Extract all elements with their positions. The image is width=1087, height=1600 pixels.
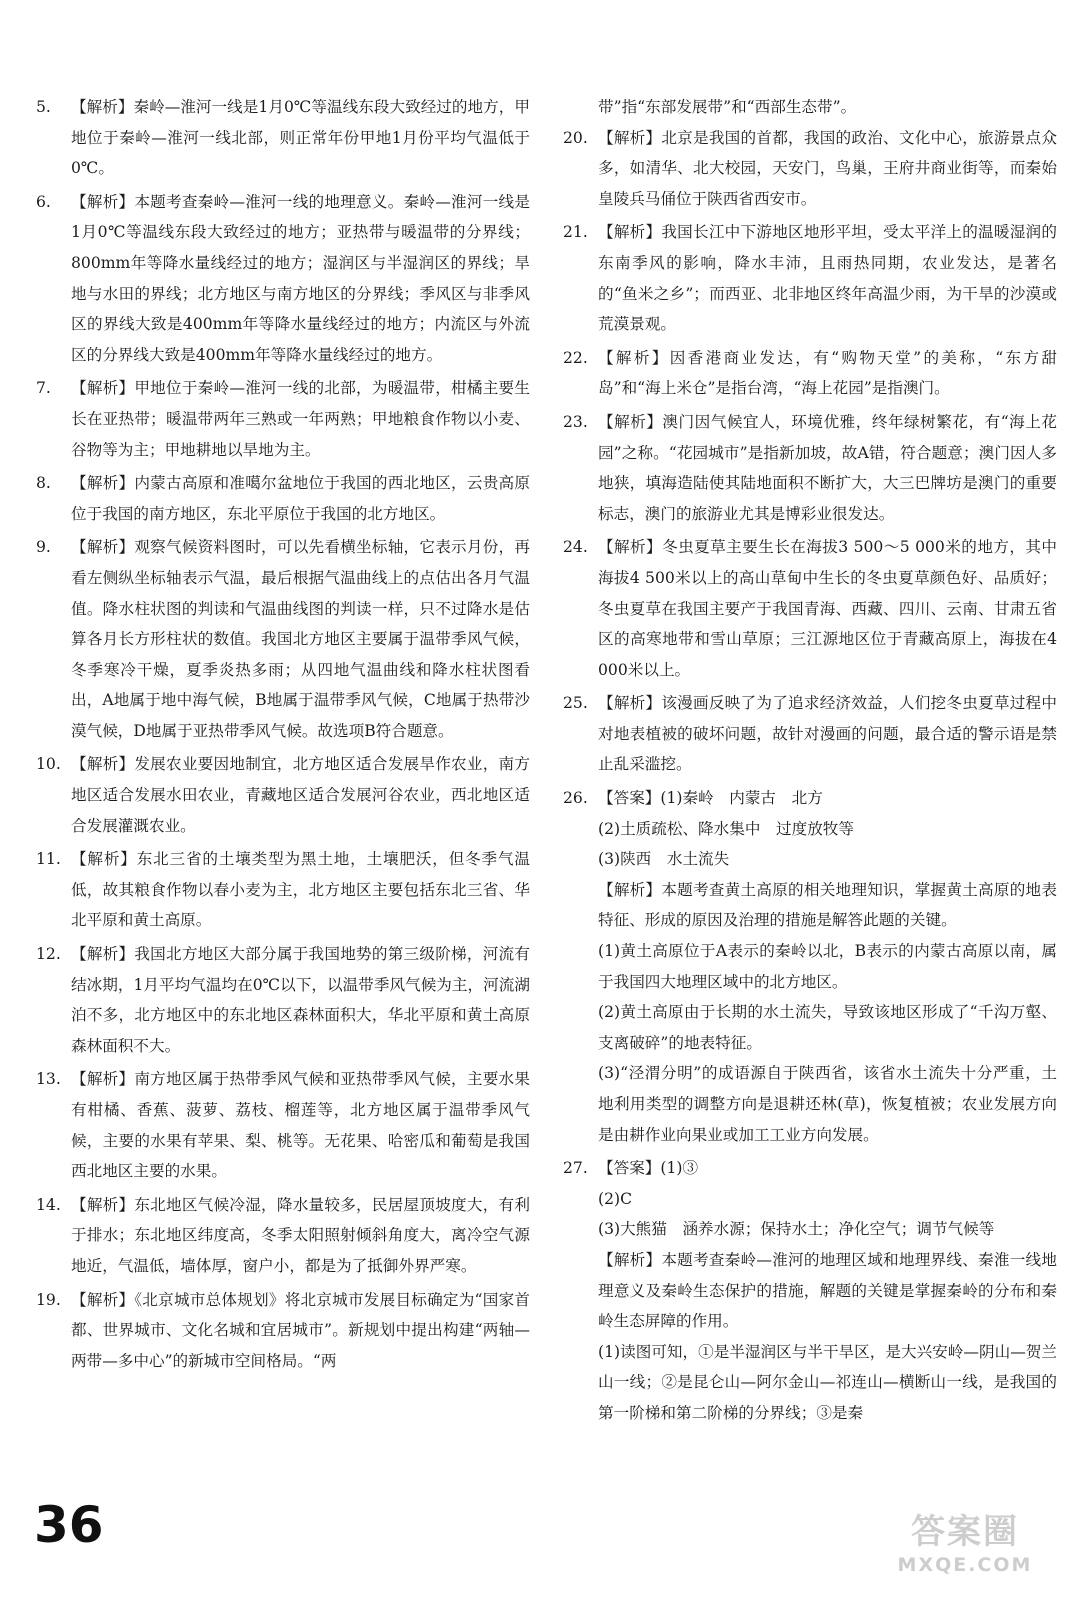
answer-line: 【答案】(1)③ [598,1159,699,1178]
item-text: 【解析】南方地区属于热带季风气候和亚热带季风气候，主要水果有柑橘、香蕉、菠萝、荔枝、榴莲等，北方地区属于温带季风气候，主要的水果有苹果、梨、桃等。无花果、哈密瓜和葡萄是我国西北地区主要的水果。 [71,1070,530,1181]
answer-item-26 [563,783,1057,814]
item-text: 【解析】观察气候资料图时，可以先看横坐标轴，它表示月份，再看左侧纵坐标轴表示气温，最后根据气温曲线上的点估出各月气温值。降水柱状图的判读和气温曲线图的判读一样，只不过降水是估算各月长方形柱状的数值。我国北方地区主要属于温带季风气候，冬季寒冷干燥，夏季炎热多雨；从四地气温曲线和降水柱状图看出，A地属于地中海气候，B地属于温带季风气候，C地属于热带沙漠气候，D地属于亚热带季风气候。故选项B符合题意。 [71,538,530,740]
answer-item-19 [36,1285,530,1377]
item-text: 【解析】秦岭—淮河一线是1月0℃等温线东段大致经过的地方，甲地位于秦岭—淮河一线北部，则正常年份甲地1月份平均气温低于0℃。 [71,98,530,178]
answer-item-27 [563,1153,1057,1184]
answer-item-11 [36,844,530,936]
item-text: 【解析】澳门因气候宜人，环境优雅，终年绿树繁花，有“海上花园”之称。“花园城市”是指新加坡，故A错，符合题意；澳门因人多地狭，填海造陆使其陆地面积不断扩大，大三巴牌坊是澳门的重要标志，澳门的旅游业尤其是博彩业很发达。 [598,412,1057,523]
item-text: 【解析】内蒙古高原和准噶尔盆地位于我国的西北地区，云贵高原位于我国的南方地区，东北平原位于我国的北方地区。 [71,474,530,523]
item-text: 【解析】因香港商业发达，有“购物天堂”的美称，“东方甜岛”和“海上米仓”是指台湾，“海上花园”是指澳门。 [598,348,1057,398]
item-text: 【解析】本题考查秦岭—淮河一线的地理意义。秦岭—淮河一线是1月0℃等温线东段大致经过的地方；亚热带与暖温带的分界线；800mm年等降水量线经过的地方；湿润区与半湿润区的界线；旱地与水田的界线；北方地区与南方地区的分界线；季风区与非季风区的界线大致是400mm年等降水量线经过的地方；内流区与外流区的分界线大致是400mm年等降水量线经过的地方。 [71,192,530,364]
answer-item-12 [36,939,530,1061]
item-text: 【解析】甲地位于秦岭—淮河一线的北部，为暖温带，柑橘主要生长在亚热带；暖温带两年三熟或一年两熟；甲地粮食作物以小麦、谷物等为主；甲地耕地以旱地为主。 [71,379,530,459]
item-text: 【解析】北京是我国的首都，我国的政治、文化中心，旅游景点众多，如清华、北大校园，天安门，鸟巢，王府井商业街等，而秦始皇陵兵马俑位于陕西省西安市。 [598,128,1057,208]
continuation-text: 带”指“东部发展带”和“西部生态带”。 [598,98,857,116]
analysis-text: 【解析】本题考查黄土高原的相关地理知识，掌握黄土高原的地表特征、形成的原因及治理的措施是解答此题的关键。 [598,880,1057,930]
watermark-top: 答案圈 [911,1512,1019,1552]
right-column [563,92,1057,1429]
analysis-text: 【解析】本题考查秦岭—淮河的地理区域和地理界线、秦淮一线地理意义及秦岭生态保护的措施，解题的关键是掌握秦岭的分布和秦岭生态屏障的作用。 [598,1250,1057,1331]
watermark-logo [870,1512,1060,1584]
item-text: 【解析】我国长江中下游地区地形平坦，受太平洋上的温暖湿润的东南季风的影响，降水丰沛，且雨热同期，农业发达，是著名的“鱼米之乡”；而西亚、北非地区终年高温少雨，为干旱的沙漠或荒漠景观。 [598,223,1057,334]
item-number: 6. [36,192,51,211]
answer-item-14 [36,1190,530,1282]
answer-item-13 [36,1064,530,1186]
item-number: 20. [563,128,588,147]
item-number: 5. [36,98,51,116]
item-number: 13. [36,1070,61,1089]
answer-item-9 [36,532,530,746]
analysis-paragraph: (2)黄土高原由于长期的水土流失，导致该地区形成了“千沟万壑、支离破碎”的地表特征。 [598,1003,1057,1052]
item-text: 【解析】东北地区气候冷湿，降水量较多，民居屋顶坡度大，有利于排水；东北地区纬度高，冬季太阳照射倾斜角度大，离冷空气源地近，气温低，墙体厚，窗户小，都是为了抵御外界严寒。 [71,1195,530,1275]
item-number: 22. [563,348,588,367]
analysis-paragraph: (1)读图可知，①是半湿润区与半干旱区，是大兴安岭—阴山—贺兰山一线；②是昆仑山—阿尔金山—祁连山—横断山一线，是我国的第一阶梯和第二阶梯的分界线；③是秦 [598,1342,1057,1422]
item-number: 9. [36,538,51,557]
answer-line: (3)陕西 水土流失 [598,850,730,869]
answer-item-10 [36,749,530,841]
answer-item-6 [36,187,530,371]
item-number: 14. [36,1195,61,1214]
item-number: 21. [563,223,588,242]
item-text: 【解析】东北三省的土壤类型为黑土地，土壤肥沃，但冬季气温低，故其粮食作物以春小麦为主，北方地区主要包括东北三省、华北平原和黄土高原。 [71,850,530,930]
item-text: 【解析】《北京城市总体规划》将北京城市发展目标确定为“国家首都、世界城市、文化名城和宜居城市”。新规划中提出构建“两轴—两带—多中心”的新城市空间格局。“两 [71,1290,530,1370]
analysis-paragraph: (1)黄土高原位于A表示的秦岭以北，B表示的内蒙古高原以南，属于我国四大地理区域中的北方地区。 [598,942,1057,991]
item-number: 23. [563,412,588,431]
answer-item-22 [563,343,1057,404]
answer-item-20 [563,123,1057,215]
item-text: 【解析】该漫画反映了为了追求经济效益，人们挖冬虫夏草过程中对地表植被的破坏问题，故针对漫画的问题，最合适的警示语是禁止乱采滥挖。 [598,694,1057,774]
answer-item-23 [563,407,1057,529]
item-text: 【解析】冬虫夏草主要生长在海拔3 500～5 000米的地方，其中海拔4 500米以上的高山草甸中生长的冬虫夏草颜色好、品质好；冬虫夏草在我国主要产于我国青海、西藏、四川、云南、甘肃五省区的高寒地带和雪山草原；三江源地区位于青藏高原上，海拔在4 000米以上。 [598,538,1057,679]
answer-item-21 [563,217,1057,339]
item-number: 8. [36,474,51,493]
item-number: 12. [36,945,61,964]
answer-line: 【答案】(1)秦岭 内蒙古 北方 [598,789,823,808]
answer-item-5 [36,92,530,184]
page-number: 36 [34,1496,104,1554]
item-number: 24. [563,538,588,557]
item-number: 25. [563,694,588,713]
left-column [36,92,530,1379]
answer-item-8 [36,468,530,529]
answer-line: (2)土质疏松、降水集中 过度放牧等 [598,819,854,838]
item-number: 19. [36,1290,61,1309]
answer-item-24 [563,532,1057,685]
item-text: 【解析】发展农业要因地制宜，北方地区适合发展旱作农业，南方地区适合发展水田农业，青藏地区适合发展河谷农业，西北地区适合发展灌溉农业。 [71,755,530,835]
item-number: 11. [36,850,61,869]
item-number: 10. [36,755,61,774]
analysis-paragraph: (3)“泾渭分明”的成语源自于陕西省，该省水土流失十分严重，土地利用类型的调整方向是退耕还林(草)，恢复植被；农业发展方向是由耕作业向果业或加工工业方向发展。 [598,1064,1057,1144]
answer-line: (2)C [598,1189,633,1208]
item-text: 【解析】我国北方地区大部分属于我国地势的第三级阶梯，河流有结冰期，1月平均气温均在0℃以下，以温带季风气候为主，河流湖泊不多，北方地区中的东北地区森林面积大，华北平原和黄土高原森林面积不大。 [71,945,530,1055]
answer-item-25 [563,688,1057,780]
item-number: 7. [36,379,51,398]
answer-item-7 [36,373,530,465]
watermark-bottom: MXQE.COM [897,1554,1033,1576]
answer-line: (3)大熊猫 涵养水源；保持水土；净化空气；调节气候等 [598,1220,995,1239]
item-number: 27. [563,1159,588,1178]
item-number: 26. [563,789,588,808]
